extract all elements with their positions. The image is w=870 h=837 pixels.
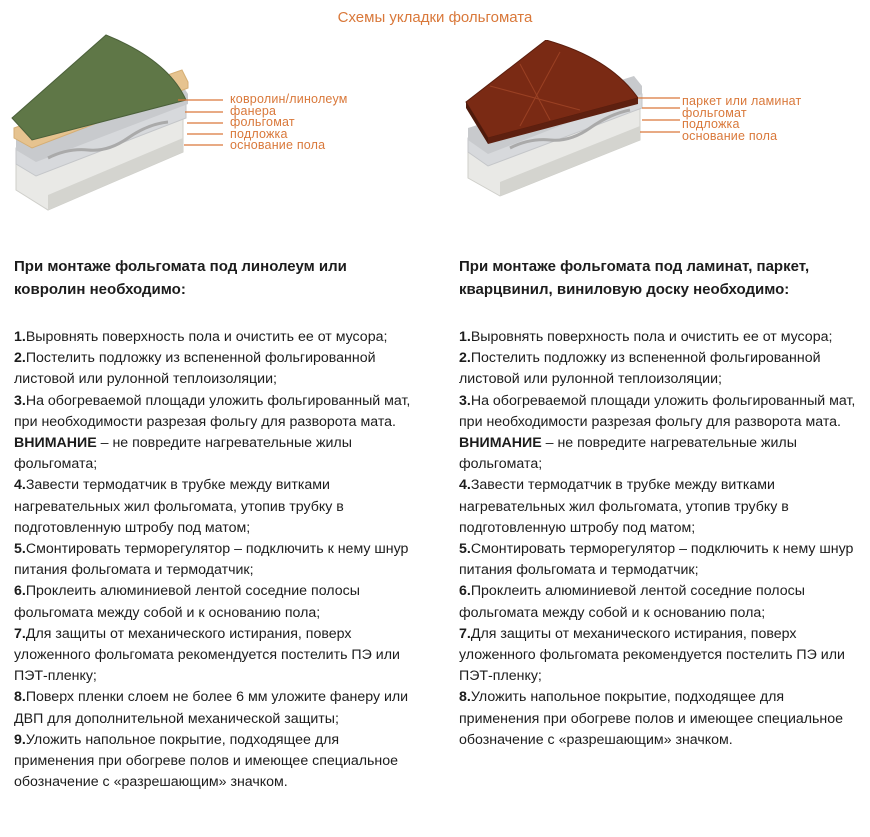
warning-label: ВНИМАНИЕ xyxy=(459,435,542,452)
step-item xyxy=(14,475,419,539)
step-number: 3. xyxy=(14,392,26,409)
step-item xyxy=(14,539,419,581)
left-layer-labels xyxy=(230,94,348,152)
layer-label: паркет или ламинат xyxy=(682,94,802,108)
step-text: Смонтировать терморегулятор – подключить к нему шнур питания фольгомата и термодатчик; xyxy=(459,541,854,579)
step-text: Поверх пленки слоем не более 6 мм уложите фанеру или ДВП для дополнительной механической защиты; xyxy=(14,689,409,727)
step-text: Проклеить алюминиевой лентой соседние полосы фольгомата между собой и к основанию пола; xyxy=(459,583,805,621)
linoleum-steps xyxy=(14,327,419,793)
step-text: Уложить напольное покрытие, подходящее для применения при обогреве полов и имеющее специальное обозначение с «разрешающим» значком. xyxy=(459,689,844,748)
step-item xyxy=(459,327,864,348)
step-item xyxy=(459,348,864,390)
step-number: 1. xyxy=(459,329,471,345)
step-item xyxy=(14,730,419,794)
step-number: 8. xyxy=(459,689,471,706)
step-item xyxy=(459,687,864,751)
step-text: Постелить подложку из вспененной фольгированной листовой или рулонной теплоизоляции; xyxy=(459,350,821,388)
layer-label: подложка xyxy=(230,126,288,141)
step-text: Для защиты от механического истирания, поверх уложенного фольгомата рекомендуется постелить ПЭ или ПЭТ-пленку; xyxy=(14,625,400,685)
right-layer-labels xyxy=(682,96,801,142)
layer-label: основание пола xyxy=(682,128,778,143)
laminate-heading: При монтаже фольгомата под ламинат, паркет, кварцвинил, виниловую доску необходимо: xyxy=(459,258,810,298)
layer-label: фольгомат xyxy=(230,115,295,129)
layer-label: основание пола xyxy=(230,138,326,152)
linoleum-heading: При монтаже фольгомата под линолеум или ковролин необходимо: xyxy=(14,258,347,298)
warning-item xyxy=(459,433,864,475)
step-number: 2. xyxy=(14,350,26,367)
layer-label: подложка xyxy=(682,117,740,131)
step-item xyxy=(459,581,864,623)
step-item xyxy=(14,624,419,688)
step-item xyxy=(459,475,864,539)
warning-item xyxy=(14,433,419,475)
laminate-steps xyxy=(459,327,864,751)
step-text: Для защиты от механического истирания, поверх уложенного фольгомата рекомендуется постелить ПЭ или ПЭТ-пленку; xyxy=(459,625,845,685)
layer-label: фанера xyxy=(230,103,277,118)
step-number: 9. xyxy=(14,731,26,748)
laminate-instructions xyxy=(459,255,864,751)
step-number: 2. xyxy=(459,350,471,367)
step-number: 3. xyxy=(459,392,471,409)
step-item xyxy=(459,624,864,688)
step-number: 5. xyxy=(459,541,471,558)
linoleum-instructions xyxy=(14,255,419,793)
step-number: 8. xyxy=(14,689,26,706)
step-text: Завести термодатчик в трубке между витками нагревательных жил фольгомата, утопив трубку в подготовленную штробу под матом; xyxy=(14,477,344,536)
step-number: 6. xyxy=(14,583,26,600)
step-number: 7. xyxy=(14,625,26,642)
step-text: Выровнять поверхность пола и очистить ее от мусора; xyxy=(25,329,388,345)
step-number: 4. xyxy=(14,477,26,494)
step-text: Выровнять поверхность пола и очистить ее от мусора; xyxy=(470,329,833,345)
step-number: 6. xyxy=(459,583,471,600)
layer-label: фольгомат xyxy=(682,105,747,120)
step-text: Смонтировать терморегулятор – подключить к нему шнур питания фольгомата и термодатчик; xyxy=(14,541,409,579)
parquet-layers-diagram xyxy=(460,40,690,200)
step-item xyxy=(14,391,419,433)
step-item xyxy=(14,327,419,348)
warning-text: – не повредите нагревательные жилы фольгомата; xyxy=(459,435,797,473)
step-text: Завести термодатчик в трубке между витками нагревательных жил фольгомата, утопив трубку в подготовленную штробу под матом; xyxy=(459,477,789,536)
layer-label: ковролин/линолеум xyxy=(230,92,348,106)
step-number: 1. xyxy=(14,329,26,345)
step-text: Постелить подложку из вспененной фольгированной листовой или рулонной теплоизоляции; xyxy=(14,350,376,388)
step-item xyxy=(14,348,419,390)
step-item xyxy=(14,687,419,729)
step-number: 7. xyxy=(459,625,471,642)
step-item xyxy=(459,391,864,433)
warning-text: – не повредите нагревательные жилы фольгомата; xyxy=(14,435,352,473)
step-item xyxy=(14,581,419,623)
step-text: На обогреваемой площади уложить фольгированный мат, при необходимости разрезая фольгу для разворота мата. xyxy=(459,392,856,430)
step-text: Проклеить алюминиевой лентой соседние полосы фольгомата между собой и к основанию пола; xyxy=(14,583,360,621)
page-title: Схемы укладки фольгомата xyxy=(337,9,533,26)
step-text: Уложить напольное покрытие, подходящее для применения при обогреве полов и имеющее специальное обозначение с «разрешающим» значком. xyxy=(14,731,399,791)
step-number: 4. xyxy=(459,477,471,494)
step-number: 5. xyxy=(14,541,26,558)
step-item xyxy=(459,539,864,581)
step-text: На обогреваемой площади уложить фольгированный мат, при необходимости разрезая фольгу для разворота мата. xyxy=(14,392,411,430)
warning-label: ВНИМАНИЕ xyxy=(14,435,97,452)
